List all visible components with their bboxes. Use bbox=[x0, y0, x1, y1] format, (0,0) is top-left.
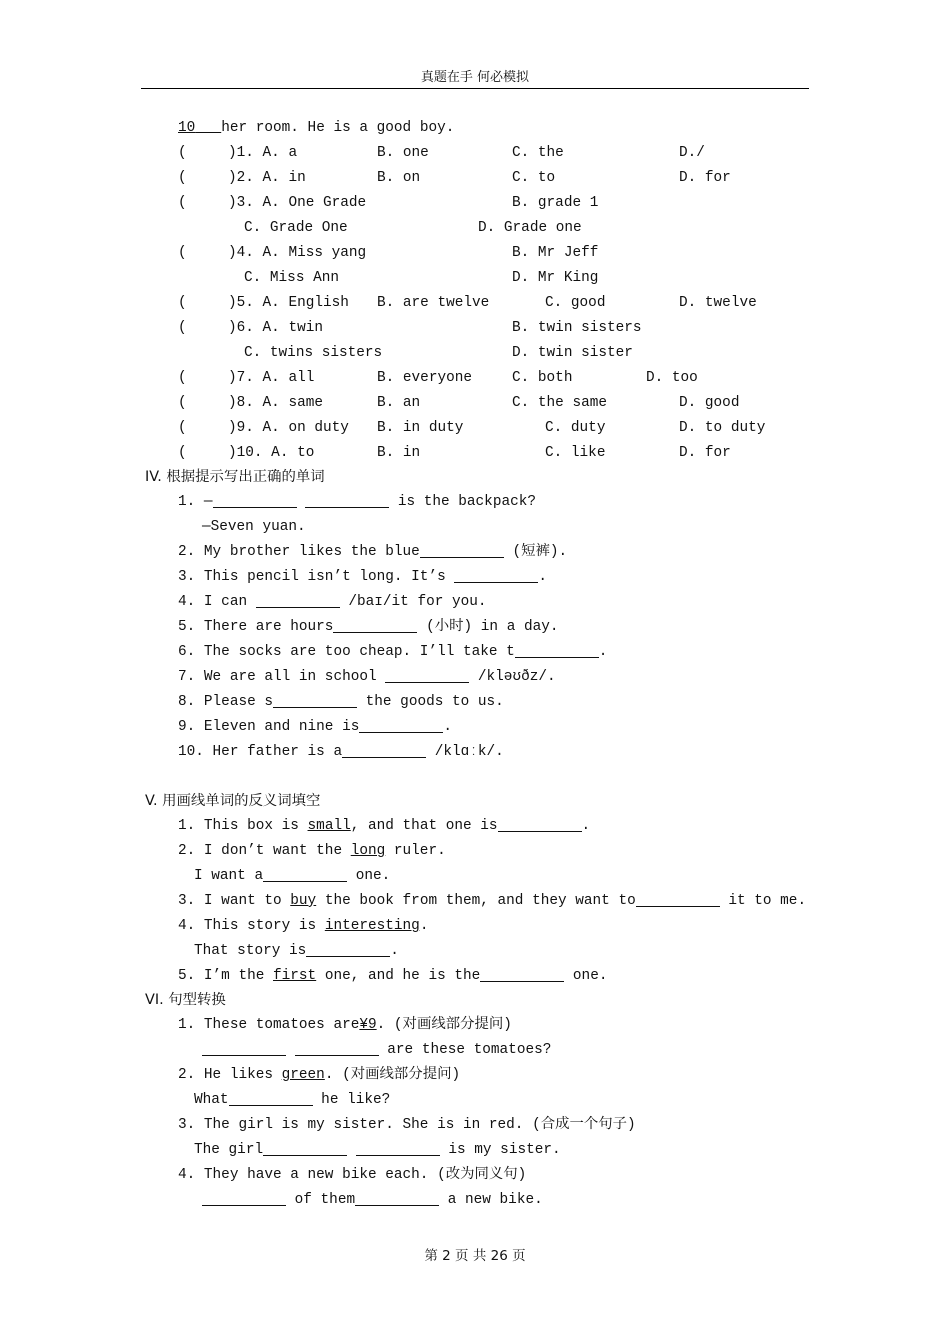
answer-blank[interactable] bbox=[229, 1091, 313, 1106]
answer-blank[interactable] bbox=[515, 643, 599, 658]
option-c: C. twins sisters bbox=[244, 345, 383, 361]
option-a: )7. A. all bbox=[228, 370, 315, 386]
s4-q6: 6. The socks are too cheap. I’ll take t . bbox=[178, 644, 608, 660]
s4-q2: 2. My brother likes the blue (短裤). bbox=[178, 544, 568, 560]
option-d: D. too bbox=[646, 370, 698, 386]
answer-paren[interactable]: ( bbox=[178, 370, 187, 386]
s6-q2-line2: What he like? bbox=[194, 1092, 391, 1108]
option-c: C. duty bbox=[545, 420, 606, 436]
answer-blank[interactable] bbox=[342, 743, 426, 758]
s6-q4-line2: of them a new bike. bbox=[202, 1189, 543, 1211]
option-a: )8. A. same bbox=[228, 395, 323, 411]
s4-q5: 5. There are hours (小时) in a day. bbox=[178, 619, 559, 635]
s5-q2: 2. I don’t want the long ruler. bbox=[178, 843, 446, 859]
page-footer: 第 2 页 共 26 页 bbox=[424, 1248, 526, 1264]
option-d: D./ bbox=[679, 145, 705, 161]
option-c: C. both bbox=[512, 370, 573, 386]
option-b: B. Mr Jeff bbox=[512, 245, 599, 261]
s4-q1-answer: —Seven yuan. bbox=[202, 519, 306, 535]
header-rule bbox=[141, 88, 809, 89]
s4-q1: 1. — is the backpack? bbox=[178, 494, 536, 510]
answer-blank[interactable] bbox=[306, 942, 390, 957]
s6-q1-line2: are these tomatoes? bbox=[202, 1039, 551, 1061]
page-header: 真题在手 何必模拟 bbox=[420, 70, 530, 85]
answer-blank[interactable] bbox=[202, 1041, 286, 1056]
answer-paren[interactable]: ( bbox=[178, 145, 187, 161]
option-b: B. grade 1 bbox=[512, 195, 599, 211]
option-b: B. one bbox=[377, 145, 429, 161]
s4-q7: 7. We are all in school /kləʊðz/. bbox=[178, 669, 556, 685]
answer-paren[interactable]: ( bbox=[178, 195, 187, 211]
option-c: C. Grade One bbox=[244, 220, 348, 236]
s5-q1: 1. This box is small, and that one is . bbox=[178, 818, 591, 834]
s5-q4: 4. This story is interesting. bbox=[178, 918, 429, 934]
option-a: )9. A. on duty bbox=[228, 420, 349, 436]
option-b: B. twin sisters bbox=[512, 320, 642, 336]
option-d: D. twelve bbox=[679, 295, 757, 311]
answer-blank[interactable] bbox=[454, 568, 538, 583]
answer-blank[interactable] bbox=[355, 1191, 439, 1206]
option-d: D. for bbox=[679, 170, 731, 186]
answer-blank[interactable] bbox=[202, 1191, 286, 1206]
option-b: B. in duty bbox=[377, 420, 464, 436]
answer-paren[interactable]: ( bbox=[178, 170, 187, 186]
answer-blank[interactable] bbox=[480, 967, 564, 982]
section-vi-title: VI. 句型转换 bbox=[145, 992, 226, 1008]
s6-q4: 4. They have a new bike each. (改为同义句) bbox=[178, 1167, 527, 1183]
option-b: B. an bbox=[377, 395, 421, 411]
s5-q5: 5. I’m the first one, and he is the one. bbox=[178, 968, 608, 984]
s6-q1: 1. These tomatoes are¥9. (对画线部分提问) bbox=[178, 1017, 512, 1033]
answer-blank[interactable] bbox=[498, 817, 582, 832]
answer-paren[interactable]: ( bbox=[178, 395, 187, 411]
answer-blank[interactable] bbox=[636, 892, 720, 907]
option-a: )1. A. a bbox=[228, 145, 298, 161]
option-c: C. the same bbox=[512, 395, 607, 411]
answer-blank[interactable] bbox=[295, 1041, 379, 1056]
s6-q3-line2: The girl is my sister. bbox=[194, 1142, 561, 1158]
option-d: D. Mr King bbox=[512, 270, 599, 286]
answer-blank[interactable] bbox=[263, 1141, 347, 1156]
answer-paren[interactable]: ( bbox=[178, 245, 187, 261]
s4-q3: 3. This pencil isn’t long. It’s . bbox=[178, 569, 547, 585]
option-a: )6. A. twin bbox=[228, 320, 323, 336]
option-c: C. like bbox=[545, 445, 606, 461]
option-a: )10. A. to bbox=[228, 445, 315, 461]
option-b: B. on bbox=[377, 170, 421, 186]
option-d: D. for bbox=[679, 445, 731, 461]
section-iv-title: IV. 根据提示写出正确的单词 bbox=[145, 469, 325, 485]
answer-blank[interactable] bbox=[263, 867, 347, 882]
answer-blank[interactable] bbox=[385, 668, 469, 683]
answer-paren[interactable]: ( bbox=[178, 445, 187, 461]
answer-blank[interactable] bbox=[273, 693, 357, 708]
option-d: D. Grade one bbox=[478, 220, 582, 236]
option-a: )5. A. English bbox=[228, 295, 349, 311]
s4-q4: 4. I can /baɪ/it for you. bbox=[178, 594, 487, 610]
option-c: C. Miss Ann bbox=[244, 270, 339, 286]
option-a: )2. A. in bbox=[228, 170, 306, 186]
option-d: D. good bbox=[679, 395, 740, 411]
s4-q9: 9. Eleven and nine is . bbox=[178, 719, 452, 735]
option-c: C. the bbox=[512, 145, 564, 161]
section-v-title: V. 用画线单词的反义词填空 bbox=[145, 793, 321, 809]
answer-paren[interactable]: ( bbox=[178, 420, 187, 436]
option-b: B. are twelve bbox=[377, 295, 490, 311]
s6-q2: 2. He likes green. (对画线部分提问) bbox=[178, 1067, 461, 1083]
answer-blank[interactable] bbox=[333, 618, 417, 633]
answer-blank[interactable] bbox=[359, 718, 443, 733]
answer-blank[interactable] bbox=[356, 1141, 440, 1156]
s4-q8: 8. Please s the goods to us. bbox=[178, 694, 504, 710]
option-a: )4. A. Miss yang bbox=[228, 245, 367, 261]
passage-line bbox=[178, 117, 454, 139]
answer-paren[interactable]: ( bbox=[178, 295, 187, 311]
answer-paren[interactable]: ( bbox=[178, 320, 187, 336]
option-c: C. to bbox=[512, 170, 556, 186]
answer-blank[interactable] bbox=[213, 493, 297, 508]
s5-q3: 3. I want to buy the book from them, and they want to it to me. bbox=[178, 893, 807, 909]
passage-number: 10 bbox=[178, 120, 196, 136]
answer-blank[interactable] bbox=[305, 493, 389, 508]
s5-q4-line2: That story is . bbox=[194, 943, 399, 959]
option-c: C. good bbox=[545, 295, 606, 311]
passage-text: her room. He is a good boy. bbox=[221, 120, 455, 136]
option-d: D. to duty bbox=[679, 420, 766, 436]
option-d: D. twin sister bbox=[512, 345, 633, 361]
option-a: )3. A. One Grade bbox=[228, 195, 367, 211]
s6-q3: 3. The girl is my sister. She is in red. (合成一个句子) bbox=[178, 1117, 636, 1133]
answer-blank[interactable] bbox=[420, 543, 504, 558]
s5-q2-line2: I want a one. bbox=[194, 868, 391, 884]
option-b: B. in bbox=[377, 445, 421, 461]
option-b: B. everyone bbox=[377, 370, 472, 386]
answer-blank[interactable] bbox=[256, 593, 340, 608]
s4-q10: 10. Her father is a /klɑːk/. bbox=[178, 744, 504, 760]
